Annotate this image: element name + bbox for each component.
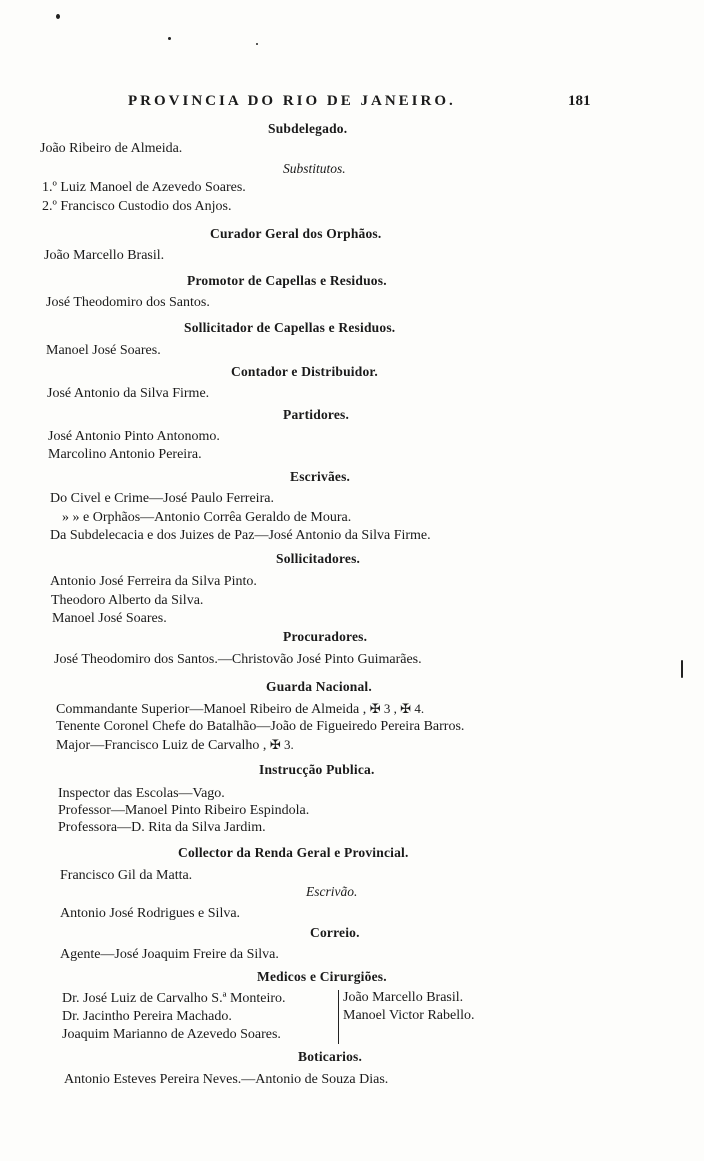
- guarda-line-major: [56, 737, 294, 754]
- escrivao-line: Da Subdelecacia e dos Juizes de Paz—José Antonio da Silva Firme.: [50, 528, 431, 543]
- section-heading-curador: Curador Geral dos Orphãos.: [210, 226, 382, 241]
- instruccao-line: Professora—D. Rita da Silva Jardim.: [58, 820, 266, 835]
- section-heading-collector: Collector da Renda Geral e Provincial.: [178, 845, 409, 860]
- sollicitador-name: Antonio José Ferreira da Silva Pinto.: [50, 574, 257, 589]
- sollicitador-name: Theodoro Alberto da Silva.: [51, 593, 204, 608]
- curador-name: João Marcello Brasil.: [44, 248, 165, 263]
- substituto-line: 2.º Francisco Custodio dos Anjos.: [42, 199, 232, 214]
- collector-escrivao-name: Antonio José Rodrigues e Silva.: [60, 906, 241, 921]
- section-heading-contador: Contador e Distribuidor.: [231, 364, 378, 379]
- page-title: PROVINCIA DO RIO DE JANEIRO.: [128, 93, 456, 109]
- ink-speck: [681, 660, 683, 678]
- section-heading-promotor: Promotor de Capellas e Residuos.: [187, 273, 387, 288]
- medico-line: Joaquim Marianno de Azevedo Soares.: [62, 1027, 281, 1042]
- section-heading-sollicitador-capellas: Sollicitador de Capellas e Residuos.: [184, 320, 396, 335]
- section-heading-instruccao: Instrucção Publica.: [259, 762, 375, 777]
- correio-line: Agente—José Joaquim Freire da Silva.: [60, 947, 279, 962]
- section-heading-partidores: Partidores.: [283, 407, 350, 422]
- subheading-substitutos: Substitutos.: [283, 161, 346, 176]
- section-heading-subdelegado: Subdelegado.: [268, 121, 348, 136]
- ink-speck: [256, 43, 258, 45]
- page-number: 181: [568, 93, 591, 109]
- instruccao-line: Professor—Manoel Pinto Ribeiro Espindola.: [58, 803, 310, 818]
- section-heading-sollicitadores: Sollicitadores.: [276, 551, 361, 566]
- medico-line: Manoel Victor Rabello.: [343, 1008, 475, 1023]
- substituto-line: 1.º Luiz Manoel de Azevedo Soares.: [42, 180, 246, 195]
- section-heading-correio: Correio.: [310, 925, 360, 940]
- order-cross-icon: ✠ 3 , ✠ 4.: [369, 701, 425, 716]
- order-cross-icon: ✠ 3.: [269, 737, 294, 752]
- boticarios-line: Antonio Esteves Pereira Neves.—Antonio de Souza Dias.: [64, 1072, 389, 1087]
- sollicitador-name: Manoel José Soares.: [52, 611, 167, 626]
- section-heading-procuradores: Procuradores.: [283, 629, 368, 644]
- escrivao-line: Do Civel e Crime—José Paulo Ferreira.: [50, 491, 274, 506]
- medico-line: João Marcello Brasil.: [343, 990, 464, 1005]
- guarda-major-text: Major—Francisco Luiz de Carvalho ,: [56, 738, 267, 753]
- partidor-name: José Antonio Pinto Antonomo.: [48, 429, 220, 444]
- partidor-name: Marcolino Antonio Pereira.: [48, 447, 202, 462]
- section-heading-boticarios: Boticarios.: [298, 1049, 363, 1064]
- guarda-line-tenente: Tenente Coronel Chefe do Batalhão—João de Figueiredo Pereira Barros.: [56, 719, 465, 734]
- collector-name: Francisco Gil da Matta.: [60, 868, 193, 883]
- contador-name: José Antonio da Silva Firme.: [47, 386, 210, 401]
- instruccao-line: Inspector das Escolas—Vago.: [58, 786, 225, 801]
- procuradores-line: José Theodomiro dos Santos.—Christovão José Pinto Guimarães.: [54, 652, 422, 667]
- medico-line: Dr. José Luiz de Carvalho S.ª Monteiro.: [62, 991, 286, 1006]
- subdelegado-name: João Ribeiro de Almeida.: [40, 141, 183, 156]
- ink-speck: [56, 14, 60, 19]
- promotor-name: José Theodomiro dos Santos.: [46, 295, 210, 310]
- guarda-line-commandante: [56, 701, 424, 718]
- column-divider: [338, 990, 339, 1044]
- medico-line: Dr. Jacintho Pereira Machado.: [62, 1009, 232, 1024]
- escrivao-line: » » e Orphãos—Antonio Corrêa Geraldo de Moura.: [62, 510, 352, 525]
- section-heading-guarda-nacional: Guarda Nacional.: [266, 679, 372, 694]
- section-heading-escrivaes: Escrivães.: [290, 469, 351, 484]
- subheading-escrivao: Escrivão.: [306, 884, 358, 899]
- ink-speck: [168, 37, 171, 40]
- guarda-commandante-text: Commandante Superior—Manoel Ribeiro de Almeida ,: [56, 702, 367, 717]
- section-heading-medicos: Medicos e Cirurgiões.: [257, 969, 387, 984]
- sollicitador-capellas-name: Manoel José Soares.: [46, 343, 161, 358]
